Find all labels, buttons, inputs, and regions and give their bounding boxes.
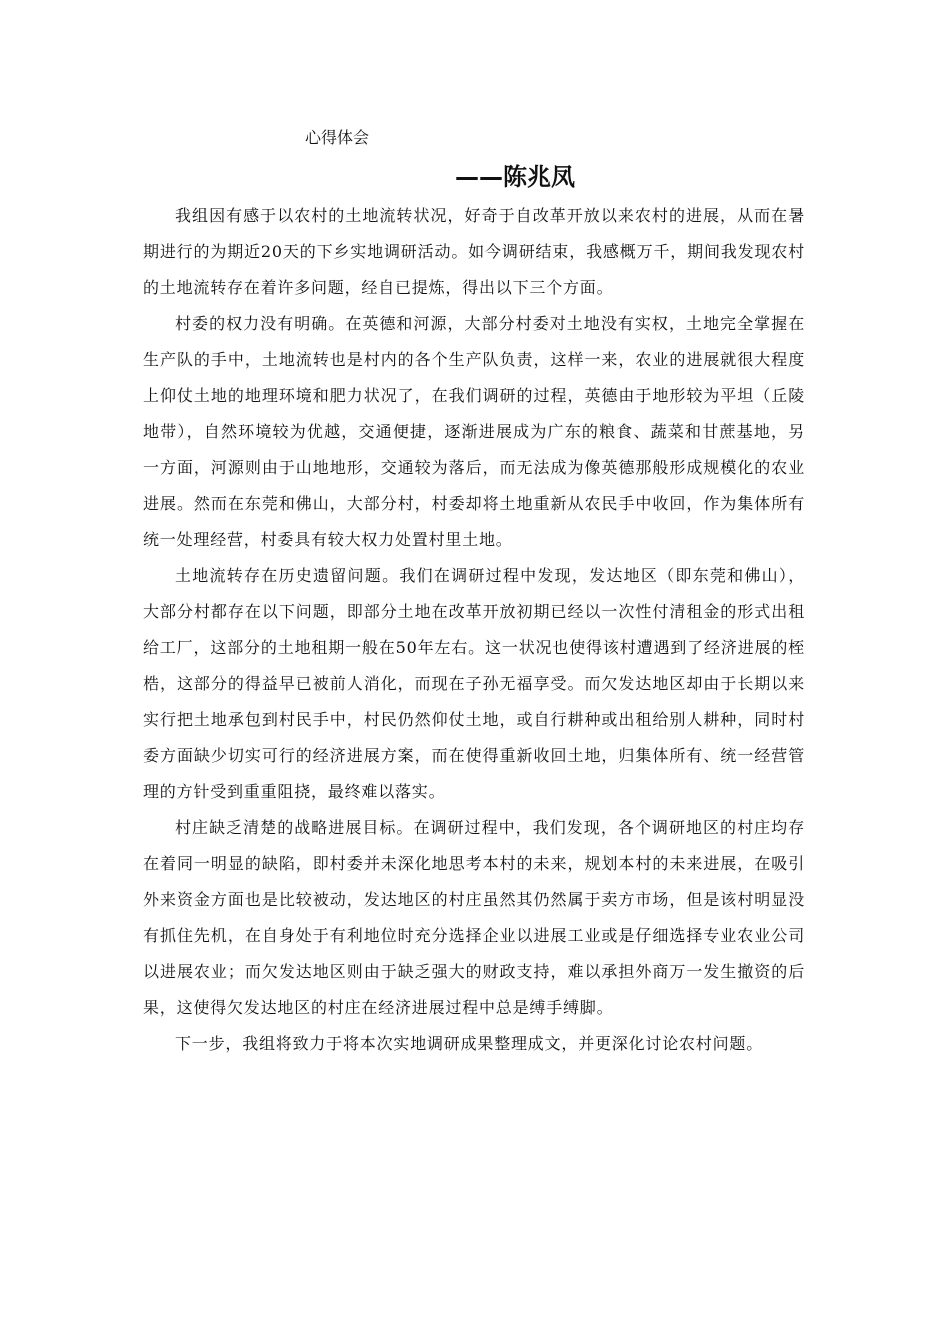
paragraph-next-steps: 下一步，我组将致力于将本次实地调研成果整理成文，并更深化讨论农村问题。 <box>175 1034 764 1053</box>
document-title: 心得体会 <box>305 128 370 147</box>
paragraph-strategic-goals: 村庄缺乏清楚的战略进展目标。在调研过程中，我们发现，各个调研地区的村庄均存在着同一明显的缺陷，即村委并未深化地思考本村的未来，规划本村的未来进展，在吸引外来资金方面也是比较被动，发达地区的村庄虽然其仍然属于卖方市场，但是该村明显没有抓住先机，在自身处于有利地位时充分选择企业以进展工业或是仔细选择专业农业公司以进展农业；而欠发达地区则由于缺乏强大的财政支持，难以承担外商万一发生撤资的后果，这使得欠发达地区的村庄在经济进展过程中总是缚手缚脚。 <box>143 818 805 1017</box>
author-byline: ——陈兆凤 <box>455 163 575 191</box>
paragraph-historical-issues: 土地流转存在历史遗留问题。我们在调研过程中发现，发达地区（即东莞和佛山），大部分村都存在以下问题，即部分土地在改革开放初期已经以一次性付清租金的形式出租给工厂，这部分的土地租期一般在50年左右。这一状况也使得该村遭遇到了经济进展的桎梏，这部分的得益早已被前人消化，而现在子孙无福享受。而欠发达地区却由于长期以来实行把土地承包到村民手中，村民仍然仰仗土地，或自行耕种或出租给别人耕种，同时村委方面缺少切实可行的经济进展方案，而在使得重新收回土地，归集体所有、统一经营管理的方针受到重重阻挠，最终难以落实。 <box>143 566 805 801</box>
paragraph-village-committee-power: 村委的权力没有明确。在英德和河源，大部分村委对土地没有实权，土地完全掌握在生产队的手中，土地流转也是村内的各个生产队负责，这样一来，农业的进展就很大程度上仰仗土地的地理环境和肥力状况了，在我们调研的过程，英德由于地形较为平坦（丘陵地带），自然环境较为优越，交通便捷，逐渐进展成为广东的粮食、蔬菜和甘蔗基地，另一方面，河源则由于山地地形，交通较为落后，而无法成为像英德那般形成规模化的农业进展。然而在东莞和佛山，大部分村，村委却将土地重新从农民手中收回，作为集体所有统一处理经营，村委具有较大权力处置村里土地。 <box>143 314 805 549</box>
document-body <box>143 198 805 1062</box>
paragraph-intro: 我组因有感于以农村的土地流转状况，好奇于自改革开放以来农村的进展，从而在暑期进行的为期近20天的下乡实地调研活动。如今调研结束，我感概万千，期间我发现农村的土地流转存在着许多问题，经自已提炼，得出以下三个方面。 <box>143 206 805 297</box>
